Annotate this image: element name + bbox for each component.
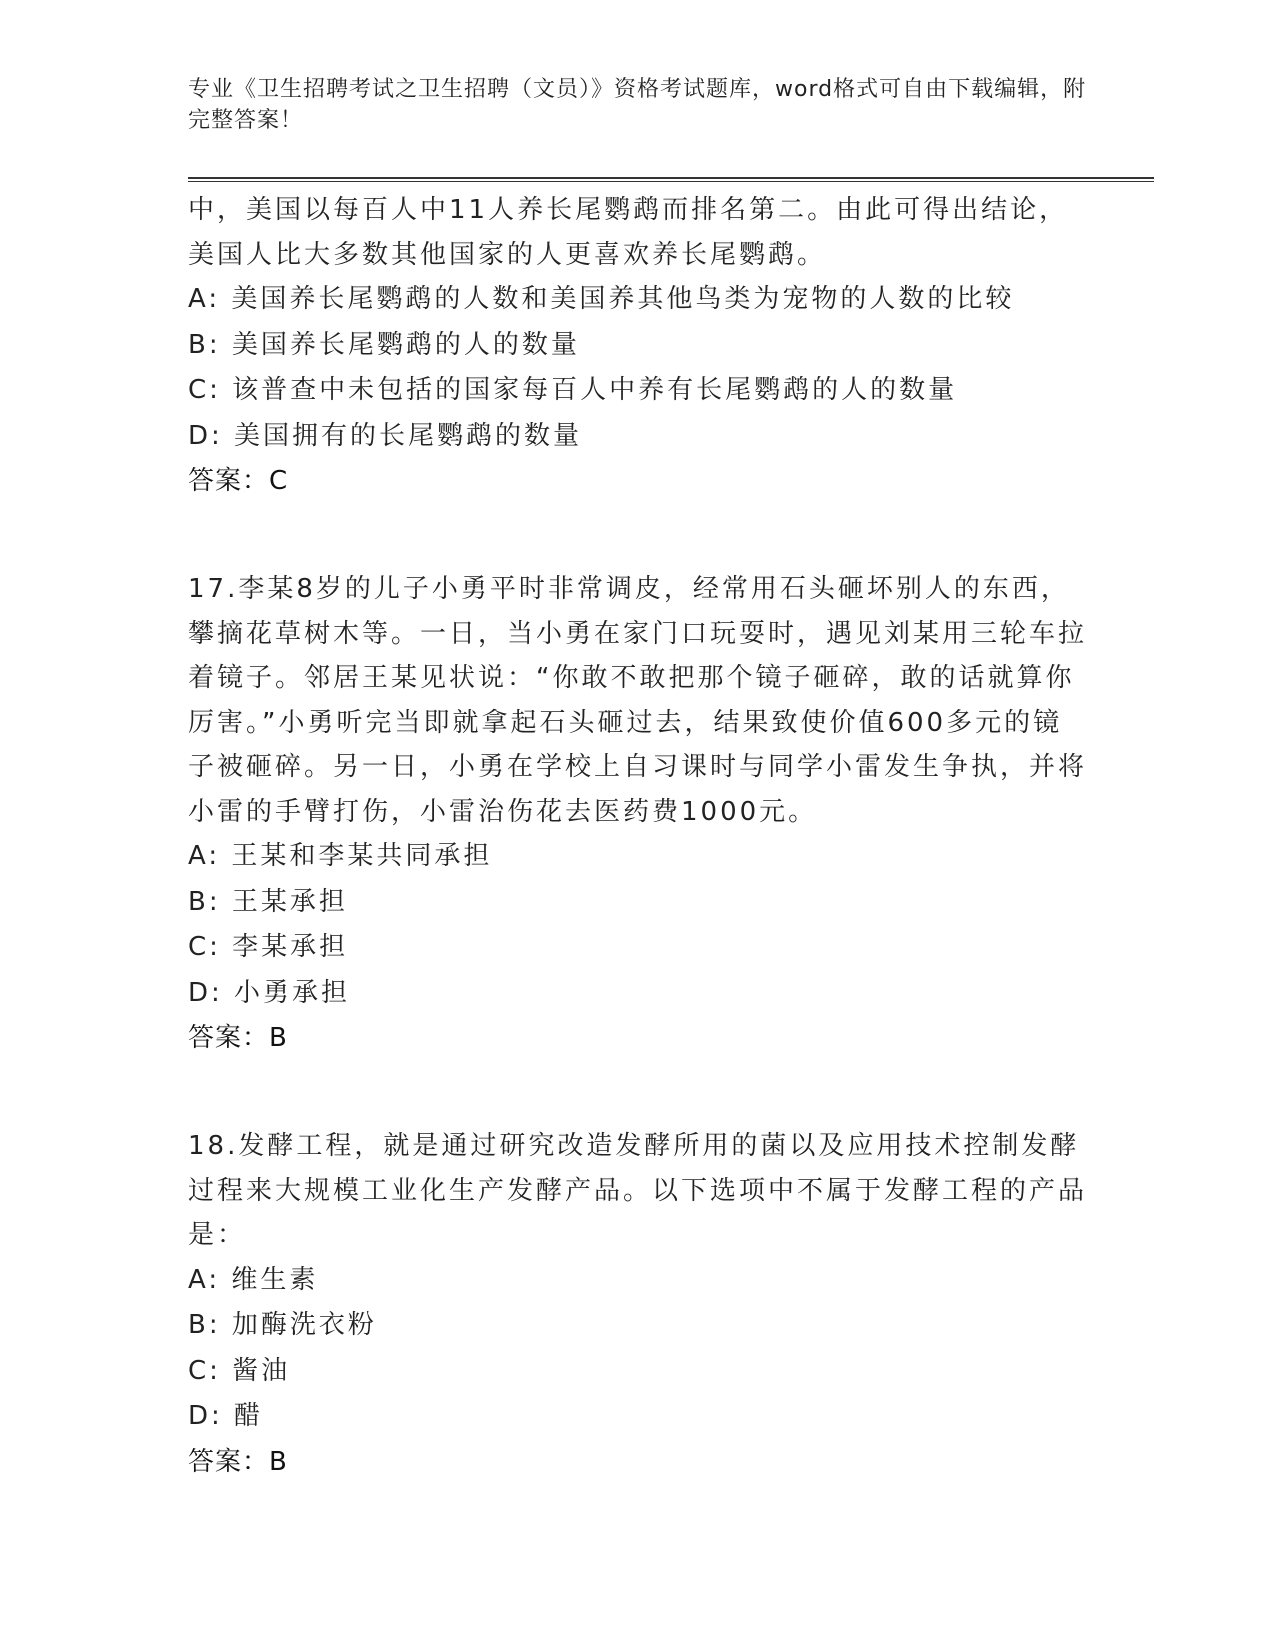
option-b: B: 加酶洗衣粉 <box>188 1310 377 1340</box>
option-d: D: 美国拥有的长尾鹦鹉的数量 <box>188 420 583 451</box>
header-rule-top <box>188 177 1154 179</box>
question-block <box>188 567 1088 1060</box>
answer-line: 答案：C <box>188 466 289 496</box>
option-a: A: 美国养长尾鹦鹉的人数和美国养其他鸟类为宠物的人数的比较 <box>188 284 1015 314</box>
question-spacer <box>188 1060 1088 1124</box>
question-stem: 18.发酵工程，就是通过研究改造发酵所用的菌以及应用技术控制发酵过程来大规模工业化生产发酵产品。以下选项中不属于发酵工程的产品是： <box>188 1131 1088 1250</box>
answer-line: 答案：B <box>188 1446 288 1477</box>
option-a: A: 维生素 <box>188 1264 319 1295</box>
option-b: B: 美国养长尾鹦鹉的人的数量 <box>188 329 580 360</box>
option-d: D: 小勇承担 <box>188 977 351 1008</box>
document-header: 专业《卫生招聘考试之卫生招聘（文员）》资格考试题库，word格式可自由下载编辑，附完整答案！ <box>188 77 1087 133</box>
question-block <box>188 1124 1088 1484</box>
option-c: C: 酱油 <box>188 1355 291 1386</box>
option-d: D: 醋 <box>188 1401 264 1431</box>
option-c: C: 该普查中未包括的国家每百人中养有长尾鹦鹉的人的数量 <box>188 375 958 405</box>
option-b: B: 王某承担 <box>188 886 348 917</box>
answer-line: 答案：B <box>188 1023 288 1053</box>
option-a: A: 王某和李某共同承担 <box>188 841 493 871</box>
question-stem: 中，美国以每百人中11人养长尾鹦鹉而排名第二。由此可得出结论，美国人比大多数其他国家的人更喜欢养长尾鹦鹉。 <box>188 195 1069 270</box>
question-spacer <box>188 503 1088 567</box>
option-c: C: 李某承担 <box>188 932 349 962</box>
header-rule-bottom <box>188 181 1154 182</box>
question-stem: 17.李某8岁的儿子小勇平时非常调皮，经常用石头砸坏别人的东西，攀摘花草树木等。一日，当小勇在家门口玩耍时，遇见刘某用三轮车拉着镜子。邻居王某见状说：“你敢不敢把那个镜子砸碎，敢的话就算你厉害。”小勇听完当即就拿起石头砸过去，结果致使价值600多元的镜子被砸碎。另一日，小勇在学校上自习课时与同学小雷发生争执，并将小雷的手臂打伤，小雷治伤花去医药费1000元。 <box>188 574 1088 827</box>
question-block <box>188 188 1088 503</box>
question-list <box>188 188 1088 1484</box>
